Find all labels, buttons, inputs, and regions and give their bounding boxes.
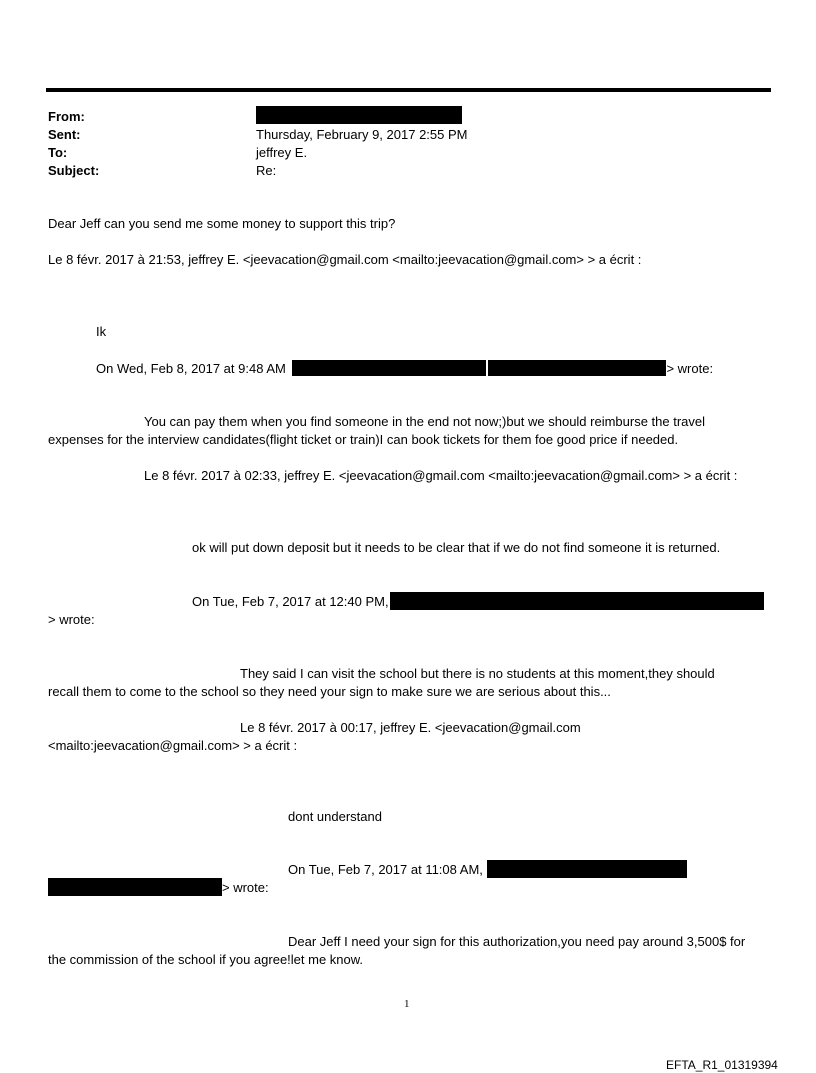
- quote-header: Le 8 févr. 2017 à 21:53, jeffrey E. <jeevacation@gmail.com <mailto:jeevacation@gmail.com> > a écrit :: [48, 252, 642, 267]
- email-redaction: [48, 878, 222, 896]
- subject-label: Subject:: [48, 163, 100, 178]
- subject-value: Re:: [256, 163, 277, 178]
- message-paragraph: dont understand: [288, 809, 382, 824]
- page-number: 1: [404, 998, 410, 1010]
- message-paragraph: Ik: [96, 324, 107, 339]
- sender-redaction: [292, 360, 486, 376]
- sender-redaction: [487, 860, 687, 878]
- from-label: From:: [48, 109, 85, 124]
- message-paragraph: You can pay them when you find someone in the end not now;)but we should reimburse the travel: [144, 414, 706, 429]
- to-label: To:: [48, 145, 68, 160]
- quote-header-text: On Wed, Feb 8, 2017 at 9:48 AM: [96, 361, 286, 376]
- message-paragraph: ok will put down deposit but it needs to be clear that if we do not find someone it is returned.: [192, 540, 721, 555]
- to-value: jeffrey E.: [256, 145, 308, 160]
- message-paragraph: They said I can visit the school but there is no students at this moment,they should: [240, 666, 715, 681]
- sent-label: Sent:: [48, 127, 81, 142]
- quote-header: <mailto:jeevacation@gmail.com> > a écrit :: [48, 738, 298, 753]
- email-redaction: [488, 360, 666, 376]
- from-redaction: [256, 106, 462, 124]
- quote-header-suffix: > wrote:: [48, 612, 95, 627]
- message-paragraph: the commission of the school if you agree!let me know.: [48, 952, 364, 967]
- message-paragraph: recall them to come to the school so they need your sign to make sure we are serious about this...: [48, 684, 611, 699]
- sender-redaction: [390, 592, 764, 610]
- quote-header: On Tue, Feb 7, 2017 at 11:08 AM,: [288, 862, 483, 877]
- quote-header: Le 8 févr. 2017 à 02:33, jeffrey E. <jeevacation@gmail.com <mailto:jeevacation@gmail.com> > a écrit :: [144, 468, 738, 483]
- message-paragraph: expenses for the interview candidates(flight ticket or train)I can book tickets for them foe good price if needed.: [48, 432, 679, 447]
- message-paragraph: Dear Jeff can you send me some money to support this trip?: [48, 216, 396, 231]
- sent-value: Thursday, February 9, 2017 2:55 PM: [256, 127, 468, 142]
- quote-header: [96, 360, 713, 377]
- quote-header: Le 8 févr. 2017 à 00:17, jeffrey E. <jeevacation@gmail.com: [240, 720, 581, 735]
- message-paragraph: Dear Jeff I need your sign for this authorization,you need pay around 3,500$ for: [288, 934, 746, 949]
- bates-number: EFTA_R1_01319394: [666, 1058, 778, 1072]
- quote-header-suffix: > wrote:: [666, 361, 714, 376]
- quote-header-suffix: > wrote:: [222, 880, 269, 895]
- header-rule: [46, 88, 771, 92]
- quote-header: On Tue, Feb 7, 2017 at 12:40 PM,: [192, 594, 389, 609]
